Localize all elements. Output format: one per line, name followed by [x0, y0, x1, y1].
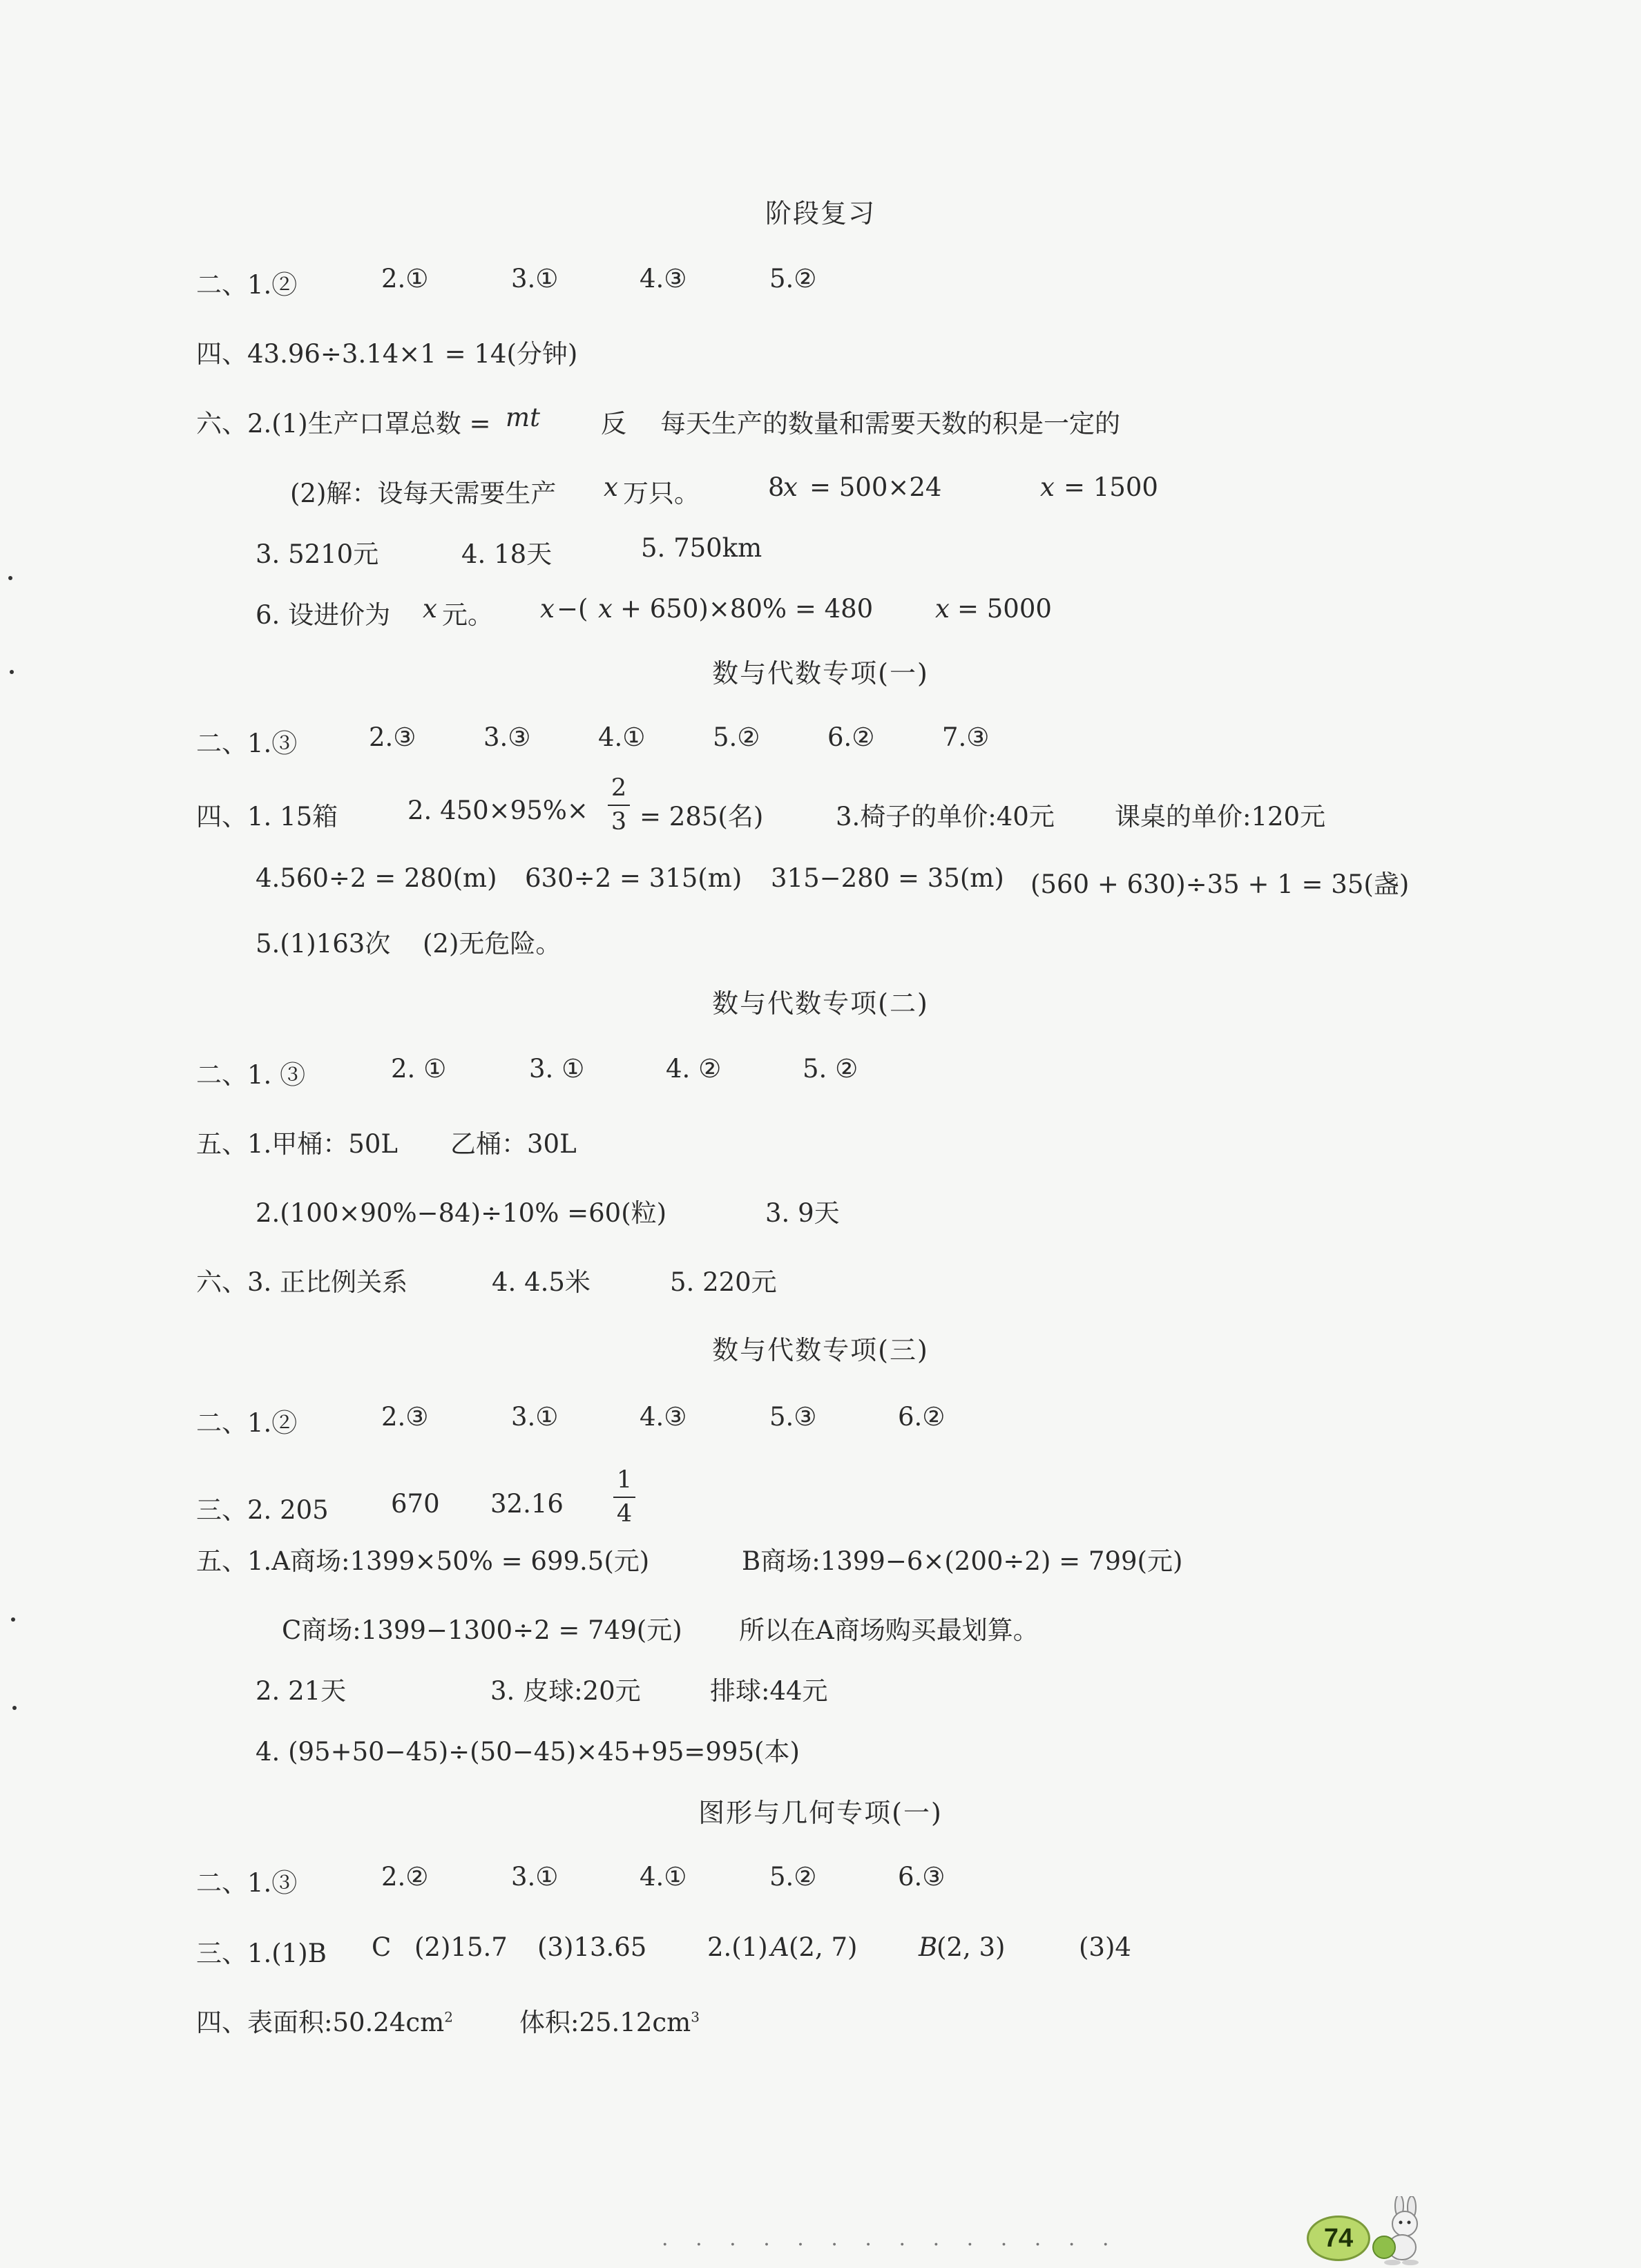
section-title: 数与代数专项(二): [712, 988, 929, 1019]
answer-key-page: 阶段复习 二、1.② 2.① 3.① 4.③ 5.② 四、43.96÷3.14×1 = 14(分钟) 六、2.(1)生产口罩总数 = mt 反 每天生产的数量和需要天数的积是一定的 (2)解：设每天需要生产 x 万只。 8 x = 500×24 x = 1500 3. 5210元 4. 18天 5. 750km 6. 设进价为 x 元。 x −( x + 650)×80% = 480 x = 5000 数与代数专项(一) 二、1.③ 2.③ 3.③ 4.① 5.② 6.② 7.③ 四、1. 15箱 2. 450×95%× 2 3 = 285(名) 3.椅子的单价:40元 课桌的单价:120元 4.560÷2 = 280(m) 630÷2 = 315(m) 315−280 = 35(m) (560 + 630)÷35 + 1 = 35(盏) 5.(1)163次 (2)无危险。 数与代数专项(二) 二、1. ③ 2. ① 3. ① 4. ② 5. ② 五、1.甲桶：50L 乙桶：30L 2.(100×90%−84)÷10% =60(粒) 3. 9天 六、3. 正比例关系 4. 4.5米 5. 220元 数与代数专项(三) 二、1.② 2.③ 3.① 4.③ 5.③ 6.② 三、2. 205 670 32.16 1 4 五、1.A商场:1399×50% = 699.5(元) B商场:1399−6×(200÷2) = 799(元) C商场:1399−1300÷2 = 749(元) 所以在A商场购买最划算。 2. 21天 3. 皮球:20元 排球:44元 4. (95+50−45)÷(50−45)×45+95=995(本) 图形与几何专项(一) 二、1.③ 2.② 3.① 4.① 5.② 6.③ 三、1.(1)B C (2)15.7 (3)13.65 2.(1) A (2, 7) B (2, 3) (3)4 四、表面积$:50.24cm^2$ 体积$:25.12cm^3$ · · · · · · · · · · · · · · 74: [0, 0, 1641, 2263]
page-number-badge: 74: [1307, 2216, 1370, 2261]
fraction-two-thirds: 2 3: [605, 776, 633, 834]
scan-speck: [10, 670, 14, 674]
scan-speck: [8, 576, 12, 580]
rabbit-holding-apple-icon: [1359, 2196, 1428, 2265]
scan-speck: [12, 1706, 17, 1710]
footer-dots: · · · · · · · · · · · · · ·: [662, 2233, 1120, 2257]
section-title: 数与代数专项(一): [712, 658, 929, 689]
section-title: 阶段复习: [765, 198, 876, 229]
section-title: 图形与几何专项(一): [698, 1798, 943, 1828]
scan-speck: [11, 1617, 15, 1622]
fraction-one-quarter: 1 4: [611, 1468, 638, 1526]
section-title: 数与代数专项(三): [712, 1335, 929, 1365]
